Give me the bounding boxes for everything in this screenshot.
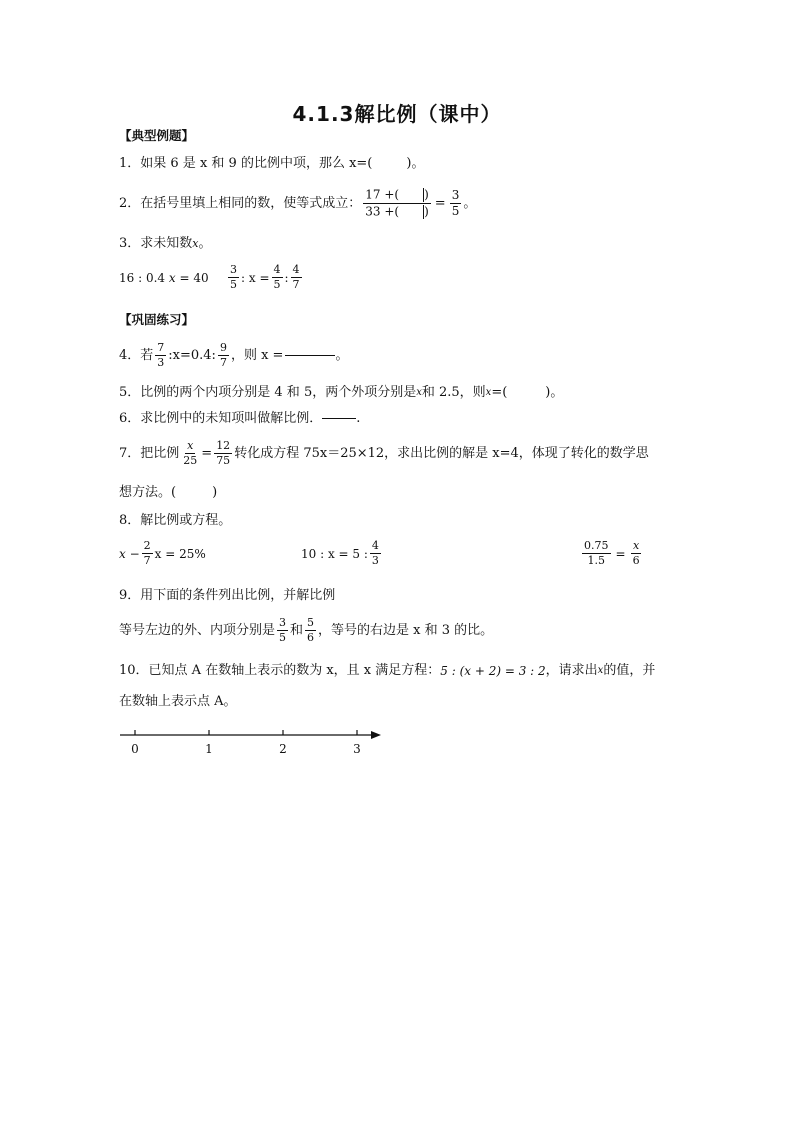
question-9: 9．用下面的条件列出比例，并解比例 (119, 588, 336, 603)
number-line (115, 726, 395, 762)
question-8: 8．解比例或方程。 (119, 513, 232, 528)
question-7-cont: 想方法。( ) (119, 485, 218, 500)
question-9-cont: 等号左边的外、内项分别是 $\frac{3}{5}$ 和 $\frac{5}{6}$ ，等号的右边是 x 和 3 的比。 (119, 616, 494, 645)
number-line-label: 3 (353, 742, 361, 756)
q2-fraction-left: $\frac{17 +( )}{33 +( )}$ (365, 187, 429, 219)
q3-equation-1: 16 : 0.4 x = 40 (119, 271, 209, 285)
section-examples: 【典型例题】 (119, 128, 195, 143)
question-6: 6．求比例中的未知项叫做解比例． . (119, 411, 361, 426)
page-title: 4.1.3解比例（课中） (292, 102, 502, 126)
question-7: 7．把比例 $\frac{x}{25}$ = $\frac{12}{75}$ 转化成方程 75x＝25×12，求出比例的解是 x=4，体现了转化的数学思 (119, 439, 649, 468)
number-line-label: 2 (279, 742, 287, 756)
question-3: 3．求未知数 x 。 (119, 236, 212, 251)
section-practice: 【巩固练习】 (119, 312, 195, 327)
question-4: 4．若 $\frac{7}{3}$ :x=0.4: $\frac{9}{7}$ ，则 x = 。 (119, 341, 349, 370)
number-line-label: 1 (205, 742, 213, 756)
number-line-label: 0 (131, 742, 139, 756)
number-line-arrow (371, 731, 381, 739)
q3-equation-2: $\frac{3}{5}$ : x = $\frac{4}{5}$ : $\frac{4}{7}$ (230, 263, 300, 292)
q8-equation-2: 10 : x = 5 : $\frac{4}{3}$ (301, 539, 379, 568)
q2-fraction-right: $\frac{3}{5}$ (451, 187, 460, 218)
question-10: 10．已知点 A 在数轴上表示的数为 x，且 x 满足方程： 5 : (x + 2) = 3 : 2 ，请求出 x 的值，并 (119, 663, 656, 678)
q8-equation-3: $\frac{0.75}{1.5}$ = $\frac{x}{6}$ (584, 539, 640, 568)
question-5: 5．比例的两个内项分别是 4 和 5，两个外项分别是 x 和 2.5，则 x =( )。 (119, 385, 564, 400)
q8-equation-1: x − $\frac{2}{7}$ x = 25% (119, 539, 206, 568)
question-10-cont: 在数轴上表示点 A。 (119, 694, 237, 709)
question-1: 1．如果 6 是 x 和 9 的比例中项，那么 x=( )。 (119, 156, 425, 171)
question-2: 2．在括号里填上相同的数，使等式成立： $\frac{17 +( )}{33 +( )}$ = $\frac{3}{5}$ 。 (119, 187, 477, 219)
